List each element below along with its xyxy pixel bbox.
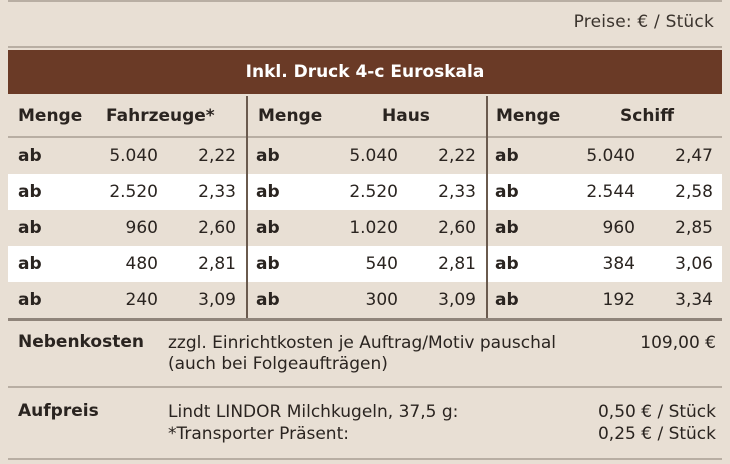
unit-price: 3,09 [438, 290, 476, 310]
section-rule [8, 386, 722, 388]
quantity: 480 [125, 254, 158, 274]
ab-label: ab [18, 254, 42, 274]
quantity: 192 [602, 290, 635, 310]
top-rule [8, 0, 722, 2]
ab-label: ab [18, 146, 42, 166]
nebenkosten-text-1: zzgl. Einrichtkosten je Auftrag/Motiv pauschal [168, 333, 556, 353]
unit-price: 2,22 [438, 146, 476, 166]
quantity: 300 [365, 290, 398, 310]
bottom-rule [8, 458, 722, 460]
ab-label: ab [256, 218, 280, 238]
print-banner: Inkl. Druck 4-c Euroskala [8, 50, 722, 94]
quantity: 384 [602, 254, 635, 274]
ab-label: ab [18, 290, 42, 310]
product-header-schiff: Schiff [620, 106, 675, 126]
prices-note: Preise: € / Stück [573, 12, 714, 32]
unit-price: 2,60 [198, 218, 236, 238]
quantity: 2.520 [109, 182, 158, 202]
unit-price: 3,09 [198, 290, 236, 310]
quantity: 960 [125, 218, 158, 238]
unit-price: 3,34 [675, 290, 713, 310]
rule-under-note [8, 46, 722, 48]
aufpreis-label: Aufpreis [18, 401, 99, 421]
ab-label: ab [256, 146, 280, 166]
unit-price: 2,81 [198, 254, 236, 274]
aufpreis-text-1: Lindt LINDOR Milchkugeln, 37,5 g: [168, 402, 459, 422]
table-row [8, 282, 722, 318]
menge-header-3: Menge [496, 106, 561, 126]
nebenkosten-label: Nebenkosten [18, 332, 144, 352]
ab-label: ab [18, 182, 42, 202]
quantity: 540 [365, 254, 398, 274]
ab-label: ab [18, 218, 42, 238]
table-row [8, 246, 722, 282]
aufpreis-price-1: 0,50 € / Stück [597, 402, 716, 422]
aufpreis-text-2: *Transporter Präsent: [168, 424, 349, 444]
column-divider [246, 96, 248, 318]
price-table [8, 0, 722, 464]
unit-price: 3,06 [675, 254, 713, 274]
unit-price: 2,58 [675, 182, 713, 202]
table-row [8, 138, 722, 174]
ab-label: ab [495, 218, 519, 238]
unit-price: 2,33 [198, 182, 236, 202]
unit-price: 2,60 [438, 218, 476, 238]
unit-price: 2,85 [675, 218, 713, 238]
table-row [8, 210, 722, 246]
quantity: 1.020 [349, 218, 398, 238]
quantity: 5.040 [349, 146, 398, 166]
menge-header-2: Menge [258, 106, 323, 126]
quantity: 960 [602, 218, 635, 238]
ab-label: ab [256, 254, 280, 274]
nebenkosten-price: 109,00 € [640, 333, 716, 353]
menge-header-1: Menge [18, 106, 83, 126]
unit-price: 2,22 [198, 146, 236, 166]
product-header-fahrzeuge: Fahrzeuge* [106, 106, 215, 126]
table-bottom-rule [8, 318, 722, 321]
table-row [8, 174, 722, 210]
quantity: 5.040 [586, 146, 635, 166]
nebenkosten-text-2: (auch bei Folgeaufträgen) [168, 354, 388, 374]
unit-price: 2,47 [675, 146, 713, 166]
ab-label: ab [495, 254, 519, 274]
quantity: 5.040 [109, 146, 158, 166]
ab-label: ab [256, 290, 280, 310]
ab-label: ab [495, 182, 519, 202]
unit-price: 2,33 [438, 182, 476, 202]
column-divider [486, 96, 488, 318]
unit-price: 2,81 [438, 254, 476, 274]
product-header-haus: Haus [382, 106, 430, 126]
ab-label: ab [495, 146, 519, 166]
quantity: 240 [125, 290, 158, 310]
quantity: 2.544 [586, 182, 635, 202]
quantity: 2.520 [349, 182, 398, 202]
aufpreis-price-2: 0,25 € / Stück [597, 424, 716, 444]
ab-label: ab [495, 290, 519, 310]
ab-label: ab [256, 182, 280, 202]
